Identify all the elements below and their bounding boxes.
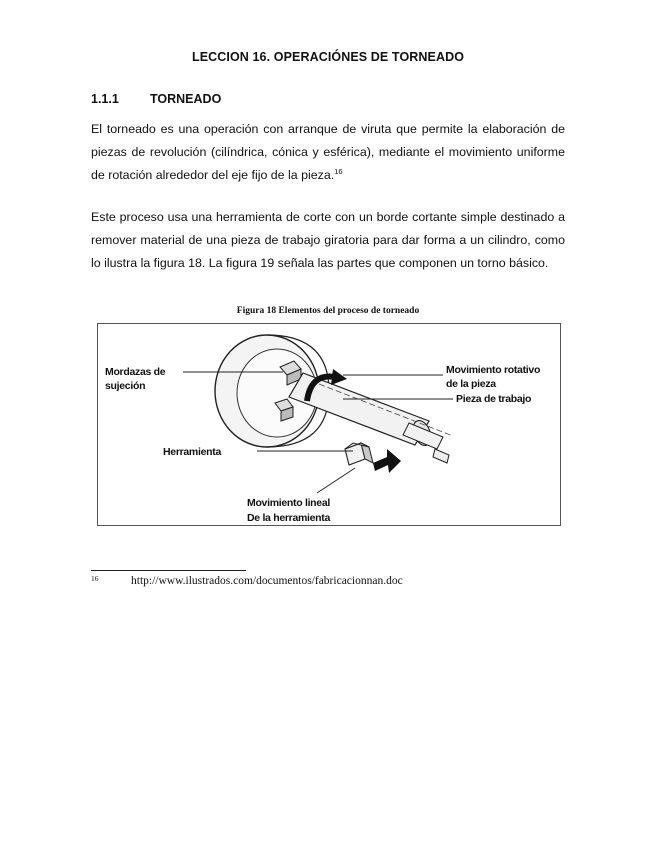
footnote-link[interactable]: http://www.ilustrados.com/documentos/fabricacionnan.doc bbox=[131, 575, 403, 587]
label-herramienta: Herramienta bbox=[163, 446, 221, 458]
figure-caption: Figura 18 Elementos del proceso de torneado bbox=[236, 306, 420, 316]
turning-process-figure bbox=[97, 323, 561, 526]
section-number: 1.1.1 bbox=[91, 92, 119, 106]
footnote-divider bbox=[91, 570, 246, 571]
footnote-number: 16 bbox=[91, 574, 99, 583]
footnote-reference[interactable]: 16 bbox=[334, 167, 343, 176]
label-pieza: Pieza de trabajo bbox=[456, 393, 532, 405]
paragraph-1 bbox=[91, 118, 565, 187]
label-mordazas-1: Mordazas de bbox=[105, 366, 166, 378]
label-rotativo-2: de la pieza bbox=[446, 378, 496, 390]
paragraph-1-text: El torneado es una operación con arranque de viruta que permite la elaboración de piezas de revolución (cilíndrica, cónica y esférica), mediante el movimiento uniforme de rotación alrededor del eje fijo de la pieza. bbox=[91, 122, 565, 182]
label-lineal-1: Movimiento lineal bbox=[247, 497, 330, 509]
label-rotativo-1: Movimiento rotativo bbox=[446, 364, 541, 376]
section-title: TORNEADO bbox=[150, 92, 222, 106]
label-mordazas-2: sujeción bbox=[105, 380, 146, 392]
figure-frame bbox=[98, 324, 561, 526]
label-lineal-2: De la herramienta bbox=[247, 512, 331, 524]
paragraph-2: Este proceso usa una herramienta de corte con un borde cortante simple destinado a remover material de una pieza de trabajo giratoria para dar forma a un cilindro, como lo ilustra la figura 18. La figura 19 señala las partes que componen un torno básico. bbox=[91, 210, 565, 270]
page-title: LECCION 16. OPERACIÓNES DE TORNEADO bbox=[191, 50, 465, 64]
